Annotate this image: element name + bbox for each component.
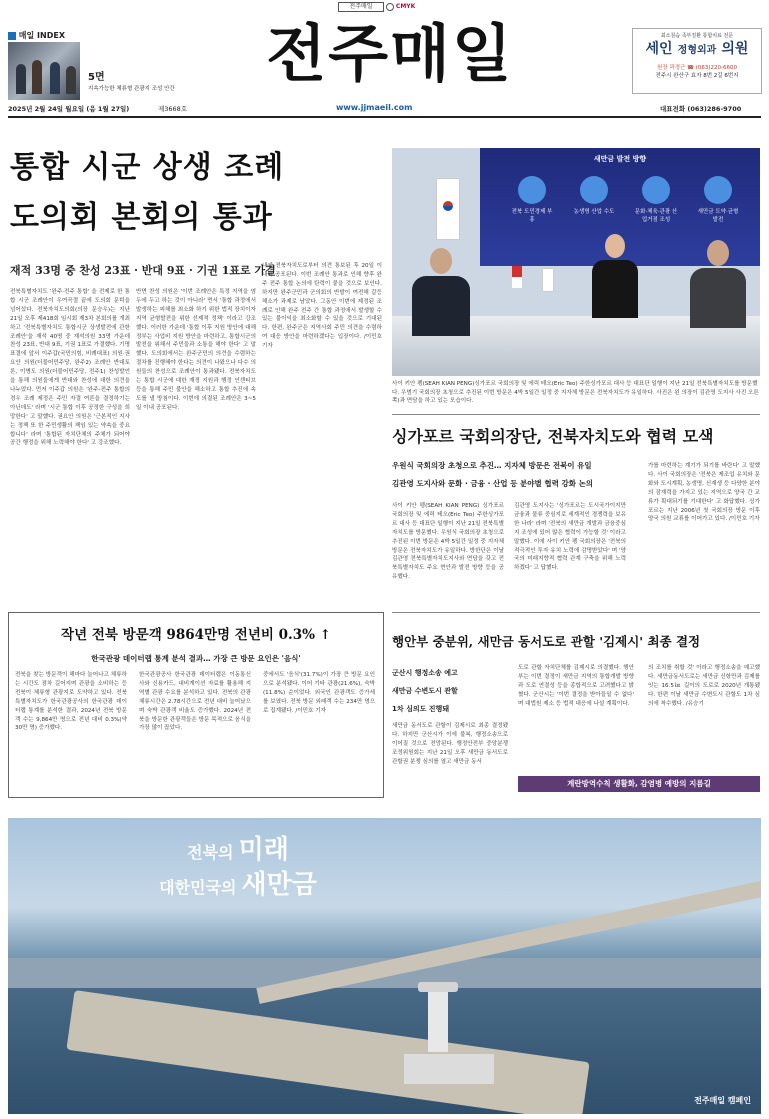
story3-col-3: 중에서도 '음식'(31.7%)이 가장 큰 방문 요인으로 분석됐다. 이어 기타 관광(21.6%), 숙박(11.8%) 순이었다. 외국인 관광객도 증가세를 보였다. 전북 방문 외래객 수는 234만 명으로 집계됐다. /이민호 기자: [263, 672, 375, 714]
story2-sub2: 김관영 도지사와 문화 · 금융 · 산업 등 분야별 협력 강화 논의: [392, 479, 594, 488]
ad-line-2: [98, 869, 378, 904]
taeguk-icon: [443, 201, 453, 211]
card-label: 농생명 산업 수도: [573, 209, 615, 215]
card-icon: [518, 176, 546, 204]
person-figure: [16, 64, 26, 94]
story4-bullet-2: 새만금 수변도시 관할: [392, 687, 458, 695]
korean-flag: [436, 178, 460, 240]
suit: [412, 276, 470, 336]
caption-rule: [392, 414, 760, 415]
story4-col-2: 도로 관할 자치단체를 김제시로 의결했다. 행안부는 이번 결정이 새만금 지역의 통합개발 방향과 도로 연결성 등을 종합적으로 고려했다고 밝혔다. 군산시는 '이번 결정을 받아들일 수 없다' 며 대법원 제소 등 법적 대응에 나설 계획이다.: [518, 665, 634, 707]
website-link[interactable]: www.jjmaeil.com: [336, 103, 413, 112]
top-tag: 전주매일: [338, 2, 384, 12]
story4-col-3: 의 조치를 취할 것' 이라고 행정소송을 예고했다. 새만금동서도로는 새만금 신항만과 김제를 잇는 16.5㎞ 길이의 도로로 2020년 개통됐다. 한편 이날 새만금 수변도시 관할도 1차 심의에 착수했다. /유승기: [648, 665, 760, 707]
person-left: [412, 248, 470, 338]
tower-top: [418, 982, 458, 992]
story3-col-1: 전북을 찾는 방문객이 해마다 늘어나고 체류하는 시간도 점차 길어지며 관광을 소비하는 등 전북이 체류형 관광지로 도약하고 있다. 전북특별자치도가 한국관광공사의 한국관광 데이터랩 통계를 분석한 결과, 2024년 전북 방문객 수는 9,864만 명으로 전년 대비 0.3%(약 30만 명) 증가했다.: [15, 672, 127, 732]
person-figure: [66, 66, 76, 94]
newspaper-logo: 전주매일: [266, 17, 514, 90]
card-icon: [704, 176, 732, 204]
suit: [592, 260, 638, 318]
index-marker-icon: [8, 32, 16, 40]
ad-line-2a: 대한민국의: [159, 878, 237, 897]
screen-card: [696, 176, 740, 223]
ad-line-1a: 전북의: [187, 843, 234, 862]
lead-headline-2: 도의회 본회의 통과: [10, 200, 273, 235]
lead-subhead: 재적 33명 중 찬성 23표 · 반대 9표 · 기권 1표로 가결: [10, 264, 276, 277]
clinic-tagline: 최소침습 족부질환 통합치료 전문: [660, 33, 734, 39]
card-icon: [580, 176, 608, 204]
clinic-name: [633, 40, 761, 59]
ad-credit: 전주매일 캠페인: [694, 1096, 751, 1105]
saemangeum-ad: [8, 818, 761, 1114]
date-line: 2025년 2월 24일 월요일 (음 1월 27일): [8, 105, 130, 113]
visitor-building: [404, 1054, 494, 1084]
person-figure: [50, 62, 60, 94]
flags-center: [512, 266, 530, 316]
screen-title: 새만금 발전 방향: [593, 155, 647, 163]
korean-table-flag: [542, 268, 554, 292]
clinic-name-a: 세인: [645, 41, 673, 57]
story3-box: [8, 612, 384, 798]
story4-col-1: 새만금 동서도로 관할이 김제시로 최종 결정됐다. 하지만 군산시가 이에 불복, 행정소송으로 이어질 것으로 전망된다. 행정안전부 중앙분쟁조정위원회는 지난 21일 오후 새만금 동서도로 관할권 분쟁 심의를 열고 새만금 동서: [392, 723, 508, 765]
screen-card: [510, 176, 554, 223]
photo-caption: 사이 키안 펭(SEAH KIAN PENG)싱가포르 국회의장 및 에릭 테오(Eric Teo) 주한싱가포르 대사 등 대표단 일행이 지난 21일 전북특별자치도를 방문했다. 우범기 국회의장 초청으로 추진된 이번 방문은 4박 5일간 일정 중 지자체 방문은 전북자치도가 유일하다. 사진은 왼 의장이 김관영 도지사 사진 오른쪽)과 면담을 하고 있는 모습이다.: [392, 381, 759, 404]
card-label: 새만금 도약·균형 발전: [697, 209, 739, 223]
card-icon: [642, 176, 670, 204]
meeting-photo: [392, 148, 760, 376]
phone-number: 대표전화 (063)286-9700: [660, 105, 742, 113]
health-banner: 계란방역수칙 생활화, 감염병 예방의 지름길: [518, 776, 760, 792]
suit: [690, 268, 746, 328]
face: [605, 234, 625, 258]
masthead-rule: [8, 116, 761, 118]
story2-col-2: 김관영 도지사는 '싱가포르는 도시국가이지만 금융과 물류 중심지로 세계적인 경쟁력을 보유한 나라' 라며 '전북의 새만금 개발과 금융중심지 조성에 있어 많은 협력이 가능할 것' 이라고 말했다. 이에 사이 키안 펭 국회의장은 '전북의 적극적인 투자 유치 노력에 감명받았다' 며 '양국의 미래지향적 협력 관계 구축을 위해 노력하겠다' 고 답했다.: [514, 503, 626, 572]
story3-sub: 한국관광 데이터랩 통계 분석 결과… 가장 큰 방문 요인은 '음식': [91, 654, 301, 663]
issue-number: 제3668호: [158, 105, 188, 113]
clinic-info1-wrap: [633, 63, 761, 71]
card-label: 전북 도민경제 부흥: [511, 209, 553, 223]
screen-card: [572, 176, 616, 223]
index-box: [8, 30, 175, 112]
face: [430, 248, 452, 274]
index-label: 매일 INDEX: [18, 31, 65, 40]
story3-col-2: 한국관광공사 한국관광 데이터랩은 이동통신사와 신용카드, 내비게이션 자료를 활용해 지역별 관광 수요를 분석하고 있다. 전북의 관광 체류시간은 2.78시간으로 전년 대비 늘어났으며 숙박 관광객 비율도 증가했다. 2024년 전북을 방문한 관광객들은 방문 목적으로 음식을 가장 많이 꼽았다.: [139, 672, 251, 732]
story4-bullet-3: 1차 심의도 진행돼: [392, 705, 450, 713]
story2-col-1: 사이 키안 펭(SEAH KIAN PENG) 싱가포르 국회의장 및 에릭 테오(Eric Teo) 주한싱가포르 대사 등 대표단 일행이 지난 21일 전북특별자치도를 방문했다. 우원식 국회의장 초청으로 추진된 이번 방문은 4박 5일간 일정 중 지자체 방문은 전북자치도가 유일하다. 방한단은 이날 김관영 전북특별자치도지사와 면담을 갖고 전북특별자치도 주요 현안과 발전 방향 등을 공유했다.: [392, 503, 504, 581]
clinic-ad: [632, 28, 762, 94]
registration-icon: [386, 3, 394, 11]
clinic-name-c: 의원: [721, 41, 749, 57]
face: [707, 240, 729, 266]
person-right: [690, 240, 746, 330]
singapore-flag: [512, 266, 522, 288]
clinic-info2: 전주시 완산구 효자 8번 2길 6번지: [655, 73, 739, 79]
card-label: 문화·체육·관광 산업거점 조성: [634, 209, 678, 223]
ad-line-2b: 새만금: [241, 870, 317, 900]
lead-headline-1: 통합 시군 상생 조례: [10, 150, 285, 185]
lead-col-1: 전북특별자치도 '완주·전주 통합' 을 전제로 한 통합 시군 조례안이 우여곡절 끝에 도의회 문턱을 넘어섰다. 전북자치도의회(의장 문승우)는 지난 21일 오후 제418회 임시회 제3차 본회의를 개최하고 '전북특별자치도 통합시군 상생발전에 관한 조례안'을 재석 40명 중 재석의원 33명 가운데 찬성 23표, 반대 9표, 기권 1표로 가결했다. 기명 표결에 앞서 이주갑(국민의힘, 비례대표) 의원·권요안 의원(더불어민주당, 완주2) 조례안 반대토론, 이병도 의원(더불어민주당, 전주1) 찬성발언을 통해 의원들에게 반대와 찬성에 대한 의견을 나누었다. 먼저 이주갑 의원은 '완주-전주 통합의 경우 조례 제정은 주민 자결 여론을 결정하기는 아닌데도' 라며 '시군 통합 이후 공정한 구성을 희망한다' 고 말했다. 권요안 의원은 '근본적인 지사는 정책 또 한 주민생활의 책임 있는 약속을 중요합니다' 라며 '통합된 자치단체의 주체가 되어야 공간 행정을 위해 노력해야 한다' 고 강조했다.: [10, 289, 130, 447]
index-photo: [8, 42, 80, 100]
index-desc: 지속가능한 체류형 관광지 조성 안간: [88, 86, 175, 92]
story3-headline: 작년 전북 방문객 9864만명 전년비 0.3% ↑: [61, 627, 331, 643]
screen-cards: [510, 176, 740, 223]
story2-col-3: 가를 마련하는 계기가 되기를 바란다' 고 말했다. 사이 국회의장은 '전북은 제조업 유치와 문화와 도시계획, 농생명, 신재생 등 다양한 분야의 잠재력을 가지고 있는 지역으로 양국 간 교류가 확대되기를 기대한다' 고 화답했다. 싱가포르는 지난 2006년 첫 국회의장 방문 이후 양국 의원 교류를 이어가고 있다. /이민호 기자: [648, 463, 760, 523]
index-header: [8, 30, 168, 41]
index-page: 5면: [88, 72, 105, 83]
cmyk-label: CMYK: [395, 3, 416, 10]
ad-line-1: [98, 834, 378, 869]
screen-card: [634, 176, 678, 223]
story2-sub1: 우원식 국회의장 초청으로 추진… 지자체 방문은 전북이 유일: [392, 461, 592, 470]
cmyk-mark: [386, 2, 415, 11]
clinic-info1: 원장 곽경근 ☎ (063)220-6600: [657, 65, 737, 71]
story4-bullet-1: 군산시 행정소송 예고: [392, 669, 458, 677]
observation-tower: [428, 988, 448, 1052]
story4-rule: [392, 612, 760, 613]
lead-col-2: 반면 찬성 의원은 '이번 조례안은 특정 지역을 염두에 두고 하는 것이 아니라' 면서 '통합 과정에서 발생하는 피해를 최소화 하기 위한 법적 장치이자 지역 균형발전을 위한 선제적 정책' 이라고 강조했다. 이러한 가운데 '통합 이후 지원 방안에 대해 정부는 사업비 지원 방안을 마련하고, 통합시군의 발전을 위해서 주민들과 소통을 해야 한다' 고 말했다. 도의회에서는 완주군민의 의견을 수렴하는 절차를 진행해야 한다는 의견이 나왔으나 다수 의원들의 찬성으로 조례안이 통과됐다. 전북자치도는 통합 시군에 대한 재정 지원과 행정 인센티브 등을 통해 주민 불안을 해소하고 통합 추진에 속도를 낼 방침이다. 이번에 의결된 조례안은 3~5일 이내 공포된다.: [136, 289, 256, 411]
ad-line-1b: 미래: [238, 835, 289, 865]
flags-center-2: [542, 268, 560, 318]
story2-headline: 싱가포르 국회의장단, 전북자치도와 협력 모색: [392, 427, 714, 446]
person-figure: [32, 60, 42, 94]
clinic-name-b: 정형외과: [677, 45, 717, 56]
story4-bullets: [392, 664, 458, 718]
person-middle: [592, 234, 638, 324]
story4-headline: 행안부 중분위, 새만금 동서도로 관할 '김제시' 최종 결정: [392, 634, 701, 649]
ad-headline: [98, 834, 378, 904]
lead-col-3: 내에 전북자치도로부터 의견 통보된 후 20일 이내에 공포된다. 이번 조례안 통과로 인해 향후 완주 전주 통합 논의에 탄력이 붙을 것으로 보인다. 하지만 완주군민과 군의회의 반발이 여전해 갈등 해소가 과제로 남았다. 그동안 이번에 제정된 조례로 인해 완주 전주 간 통합 과정에서 발생할 수 있는 불이익을 최소화할 수 있을 것으로 기대된다. 한편, 완주군은 지역사회 주민 의견을 수렴하여 대응 방안을 마련하겠다는 입장이다. /이민호 기자: [262, 263, 382, 350]
